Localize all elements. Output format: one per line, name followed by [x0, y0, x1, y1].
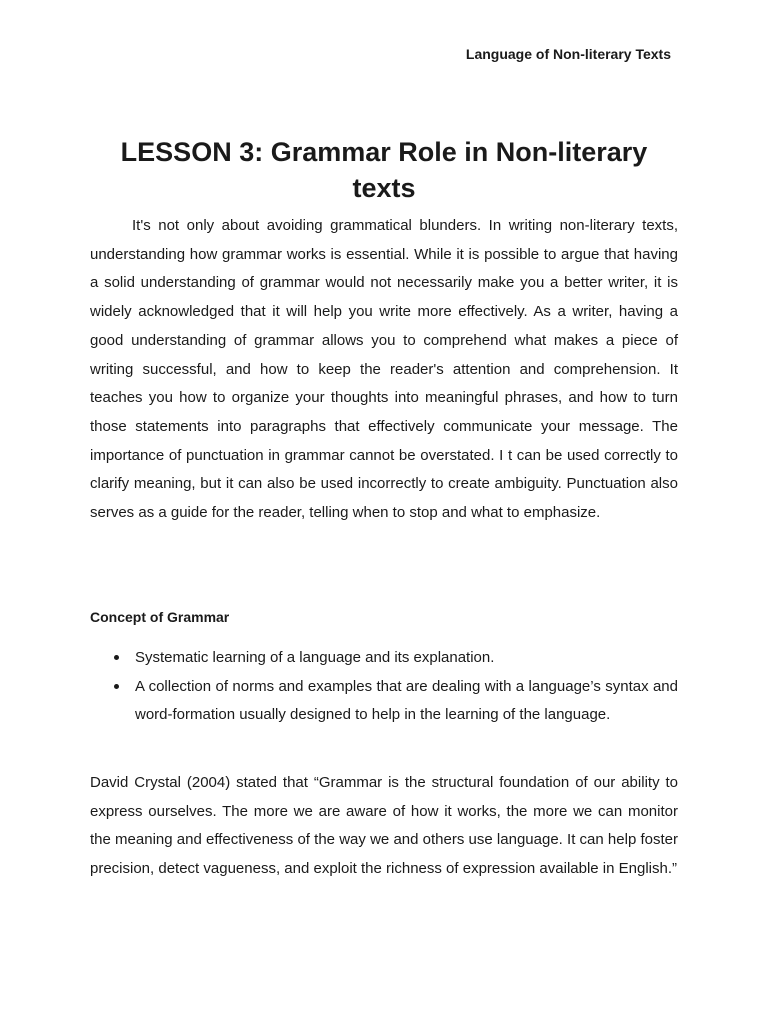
bullet-icon — [114, 655, 119, 660]
bullet-icon — [114, 684, 119, 689]
lesson-title: LESSON 3: Grammar Role in Non-literary texts — [120, 137, 648, 203]
list-item-text: A collection of norms and examples that are dealing with a language’s syntax and word-formation usually designed to help in the learning of the language. — [135, 677, 678, 724]
list-item — [90, 644, 678, 673]
section-heading-concept: Concept of Grammar — [90, 609, 230, 625]
running-header: Language of Non-literary Texts — [465, 46, 671, 62]
list-item-text: Systematic learning of a language and its explanation. — [135, 649, 495, 666]
crystal-quote-paragraph: David Crystal (2004) stated that “Grammar is the structural foundation of our ability to express ourselves. The more we are aware of how it works, the more we can monitor the meaning and effectiveness of the way we and others use language. It can help foster precision, detect vagueness, and exploit the richness of expression available in English.” — [90, 774, 678, 878]
concept-bullet-list — [90, 644, 678, 730]
intro-paragraph: It's not only about avoiding grammatical blunders. In writing non-literary texts, understanding how grammar works is essential. While it is possible to argue that having a solid understanding of grammar would not necessarily make you a better writer, it is widely acknowledged that it will help you write more effectively. As a writer, having a good understanding of grammar allows you to comprehend what makes a piece of writing successful, and how to keep the reader's attention and comprehension. It teaches you how to organize your thoughts into meaningful phrases, and how to turn those statements into paragraphs that effectively communicate your message. The importance of punctuation in grammar cannot be overstated. I t can be used correctly to clarify meaning, but it can also be used incorrectly to create ambiguity. Punctuation also serves as a guide for the reader, telling when to stop and what to emphasize. — [90, 217, 678, 522]
list-item — [90, 673, 678, 730]
